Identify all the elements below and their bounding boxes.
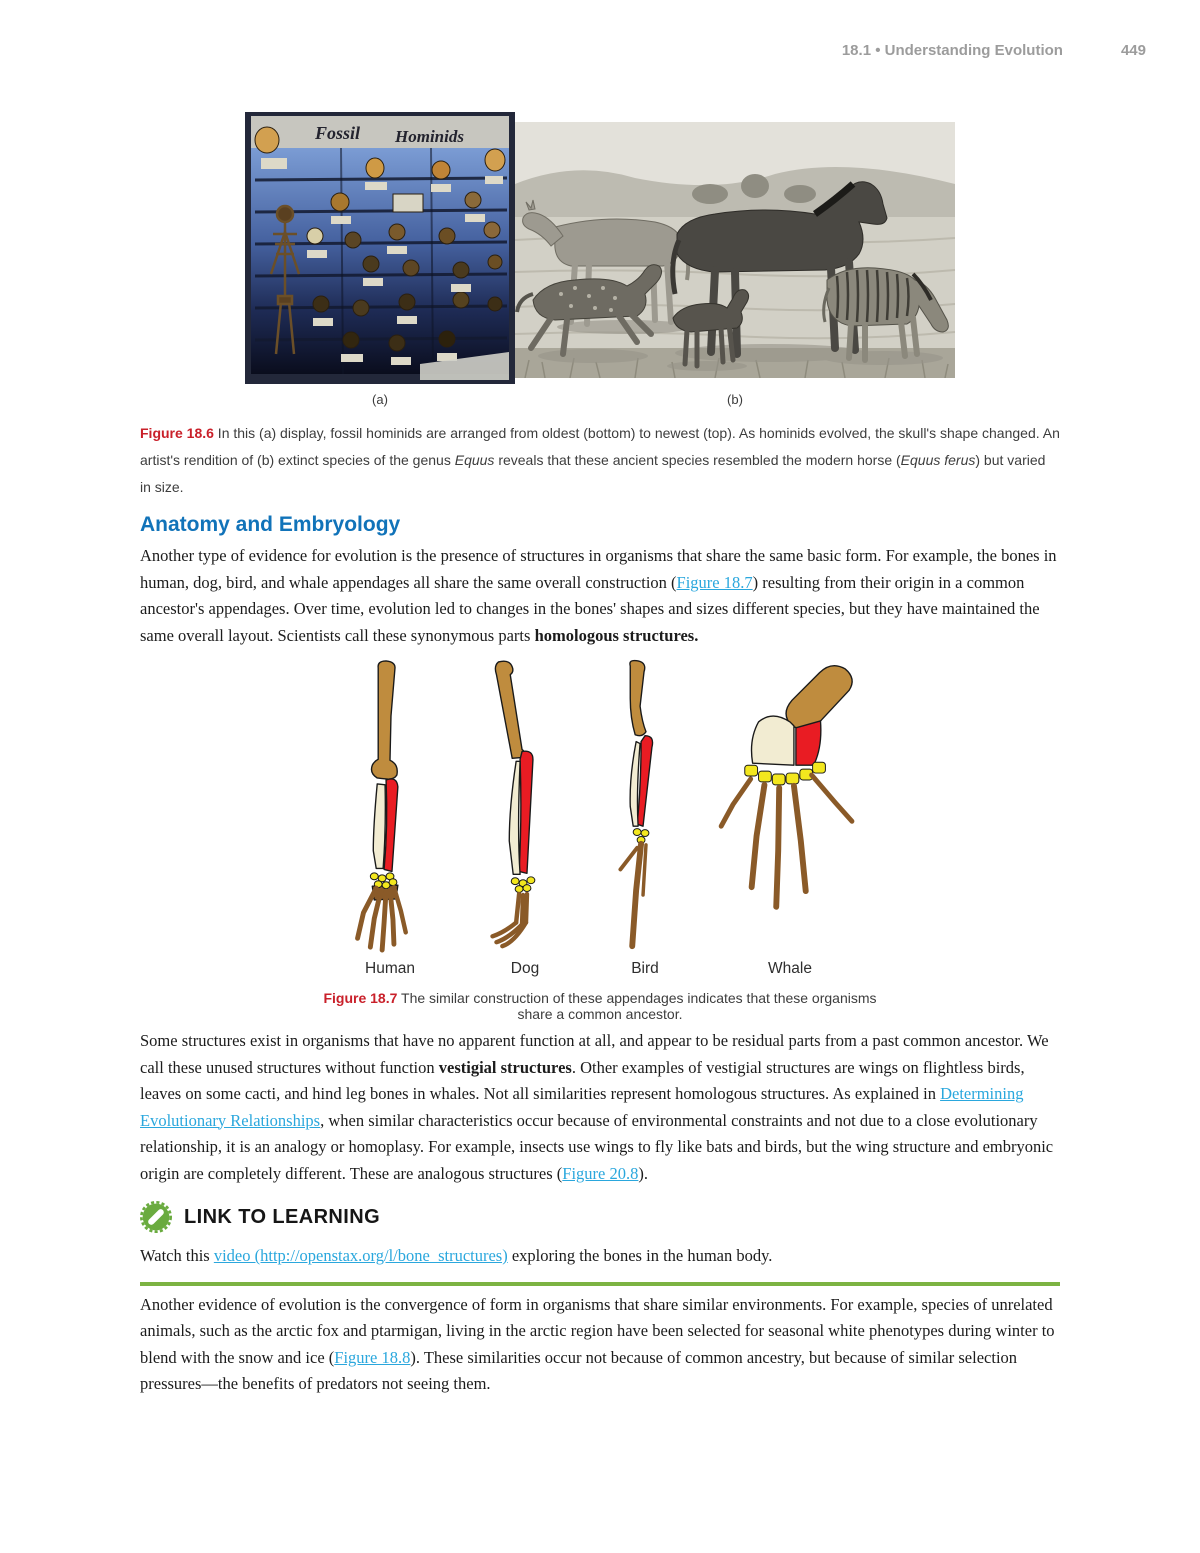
figure-20-8-link[interactable]: Figure 20.8 <box>562 1163 639 1183</box>
figure-18-6-caption-text-2: reveals that these ancient species resembled the modern horse ( <box>494 452 901 468</box>
bird-limb-column <box>590 659 700 980</box>
para2-text-4: ). <box>638 1163 648 1183</box>
display-title-fossil: Fossil <box>315 123 361 143</box>
equus-species-illustration <box>515 122 955 378</box>
dog-label: Dog <box>510 960 540 977</box>
figure-18-7-caption-text: The similar construction of these appendages indicates that these organisms share a common ancestor. <box>397 990 877 1022</box>
human-label: Human <box>365 960 415 977</box>
human-limb-column <box>320 659 460 980</box>
paragraph-anatomy-1 <box>140 543 1060 649</box>
link-to-learning-heading: LINK TO LEARNING <box>184 1205 381 1228</box>
whale-limb-column <box>700 659 880 980</box>
para2-text-3: , when similar characteristics occur because of environmental constraints and not due to a close evolutionary relationship, it is an analogy or homoplasy. For example, insects use wings to fly like bats and birds, but the wing structure and embryonic origin are completely different. These are analogous structures ( <box>140 1110 1054 1183</box>
para3-text-1: Another evidence of evolution is the convergence of form in organisms that share similar environments. For example, species of unrelated animals, such as the arctic fox and ptarmigan, living in the arctic region have been selected for seasonal white phenotypes during winter to blend with the snow and ice ( <box>140 1294 1055 1367</box>
human-arm-bones <box>320 659 460 954</box>
para2-text-2: . Other examples of vestigial structures are wings on flightless birds, leaves on some cacti, and hind leg bones in whales. Not all similarities represent homologous structures. As explained in <box>140 1057 1025 1103</box>
figure-18-6-caption-text-1: In this (a) display, fossil hominids are arranged from oldest (bottom) to newest (top). As hominids evolved, the skull's shape changed. An artist's rendition of (b) extinct species of the genus <box>140 425 1060 468</box>
homologous-limbs-diagram <box>320 659 880 980</box>
para3-text-2: ). These similarities occur not because of common ancestry, but because of similar selection pressures—the benefits of predators not seeing them. <box>140 1347 1018 1393</box>
paragraph-convergence <box>140 1292 1060 1398</box>
figure-18-7 <box>320 659 880 1022</box>
link-to-learning-text <box>140 1243 1060 1270</box>
equus-illustration-wrap <box>515 122 955 410</box>
whale-label: Whale <box>768 960 812 977</box>
fossil-hominids-photo-wrap <box>245 112 515 410</box>
vestigial-structures-term: vestigial structures <box>438 1057 572 1077</box>
para1-text-2: ) resulting from their origin in a common ancestor's appendages. Over time, evolution led to changes in the bones' shapes and sizes different species, but they have maintained the same overall layout. Scientists call these synonymous parts <box>140 572 1040 645</box>
paragraph-vestigial <box>140 1028 1060 1187</box>
running-header-title: 18.1 • Understanding Evolution <box>841 42 1063 59</box>
figure-18-6-caption <box>140 420 1060 501</box>
para1-text-1: Another type of evidence for evolution is the presence of structures in organisms that share the same basic form. For example, the bones in human, dog, bird, and whale appendages all share the same overall construction ( <box>140 546 1057 592</box>
link-to-learning-header <box>140 1201 1060 1233</box>
bone-structures-video-link[interactable]: video (http://openstax.org/l/bone_structures) <box>213 1246 508 1265</box>
bird-label: Bird <box>631 960 659 977</box>
whale-flipper-bones <box>700 659 880 954</box>
fossil-hominids-photo <box>245 112 515 384</box>
ltl-text-1: Watch this <box>140 1246 214 1265</box>
running-header <box>0 42 1200 59</box>
display-title-hominids: Hominids <box>395 127 464 146</box>
figure-18-6-caption-label: Figure 18.6 <box>140 425 214 441</box>
ltl-text-2: exploring the bones in the human body. <box>507 1246 773 1265</box>
figure-a-label: (a) <box>372 392 388 407</box>
dog-limb-column <box>460 659 590 980</box>
determining-evolutionary-relationships-link[interactable]: Determining Evolutionary Relationships <box>140 1084 1024 1130</box>
figure-18-6 <box>140 112 1060 501</box>
dog-leg-bones <box>460 659 590 954</box>
figure-18-8-link[interactable]: Figure 18.8 <box>334 1347 411 1367</box>
section-heading-anatomy-embryology: Anatomy and Embryology <box>140 513 401 536</box>
figure-18-7-link[interactable]: Figure 18.7 <box>676 572 753 592</box>
figure-b-label: (b) <box>727 392 743 407</box>
link-to-learning-icon <box>140 1201 172 1233</box>
link-to-learning-callout <box>140 1201 1060 1286</box>
figure-18-7-caption-label: Figure 18.7 <box>323 990 398 1006</box>
species-name-italic: Equus ferus <box>900 452 976 468</box>
genus-name-italic: Equus <box>454 452 495 468</box>
bird-wing-bones <box>590 659 700 954</box>
figure-18-6-images <box>245 112 1060 410</box>
homologous-structures-term: homologous structures. <box>534 625 699 645</box>
figure-18-6-caption-text-3: ) but varied in size. <box>140 452 1046 495</box>
para2-text-1: Some structures exist in organisms that have no apparent function at all, and appear to be residual parts from a past common ancestor. We call these unused structures without function <box>140 1031 1049 1077</box>
page-number: 449 <box>1120 42 1146 59</box>
callout-bottom-rule <box>140 1282 1060 1286</box>
figure-18-7-caption <box>320 990 880 1022</box>
